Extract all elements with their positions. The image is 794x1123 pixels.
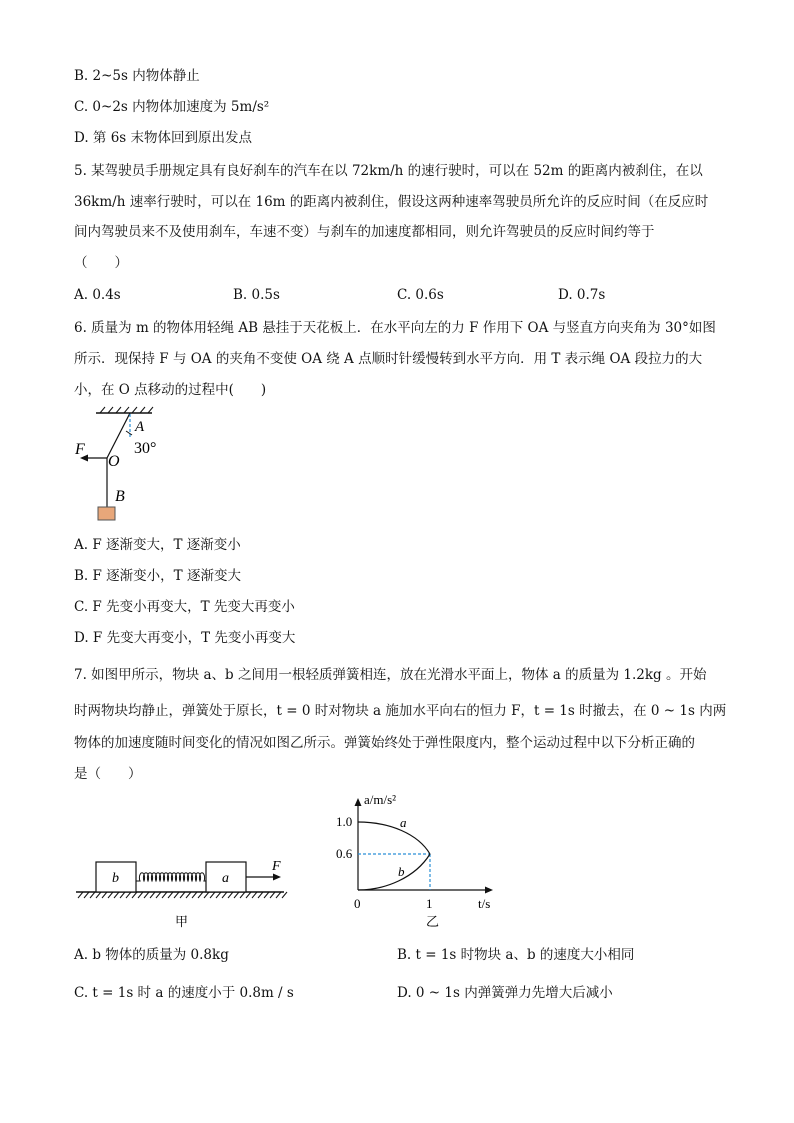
caption-yi: 乙 (426, 914, 440, 929)
y-tick-0.6: 0.6 (336, 846, 353, 861)
q7-option-c: C. t = 1s 时 a 的速度小于 0.8m / s (74, 985, 294, 1001)
y-tick-1: 1.0 (336, 814, 353, 829)
label-f: F (75, 441, 85, 458)
q5-stem-line2: 36km/h 速率行驶时，可以在 16m 的距离内被刹住，假设这两种速率驾驶员所允许的反应时间（在反应时 (74, 194, 709, 210)
q5-option-d: D. 0.7s (558, 287, 606, 303)
q7-option-b: B. t = 1s 时物块 a、b 的速度大小相同 (397, 947, 635, 963)
q7-option-d: D. 0 ~ 1s 内弹簧弹力先增大后减小 (397, 985, 613, 1001)
block-b-label: b (112, 871, 119, 886)
caption-jia: 甲 (175, 914, 189, 929)
q6-stem-line3: 小，在 O 点移动的过程中( ) (74, 382, 267, 398)
label-a: A (135, 419, 145, 435)
q7-stem-line3: 物体的加速度随时间变化的情况如图乙所示。弹簧始终处于弹性限度内，整个运动过程中以下分析正确的 (74, 735, 695, 751)
x-axis-label: t/s (478, 896, 491, 911)
q5-option-a: A. 0.4s (74, 287, 121, 303)
q7-stem-line2: 时两物块均静止，弹簧处于原长，t = 0 时对物块 a 施加水平向右的恒力 F，t = 1s 时撤去，在 0 ~ 1s 内两 (74, 703, 727, 719)
origin-label: 0 (354, 896, 361, 911)
q5-stem-line4: （ ） (74, 255, 128, 271)
label-o: O (108, 453, 120, 470)
q5-stem-line1: 5. 某驾驶员手册规定具有良好刹车的汽车在以 72km/h 的速行驶时，可以在 52m 的距离内被刹住，在以 (74, 163, 703, 179)
q4-option-b: B. 2~5s 内物体静止 (74, 68, 200, 84)
ceiling-hatch (100, 407, 153, 413)
x-tick-1: 1 (426, 896, 433, 911)
q5-option-b: B. 0.5s (233, 287, 280, 303)
q7-stem-line4: 是（ ） (74, 766, 142, 782)
q6-option-c: C. F 先变小再变大，T 先变大再变小 (74, 599, 295, 615)
block-a-label: a (222, 871, 229, 886)
q6-stem-line1: 6. 质量为 m 的物体用轻绳 AB 悬挂于天花板上．在水平向左的力 F 作用下 OA 与竖直方向夹角为 30°如图 (74, 320, 716, 336)
y-axis-label: a/m/s² (364, 792, 397, 807)
curve-a-label: a (400, 815, 407, 830)
curve-b-label: b (398, 864, 405, 879)
q5-stem-line3: 间内驾驶员来不及使用刹车，车速不变）与刹车的加速度都相同，则允许驾驶员的反应时间约等于 (74, 224, 655, 240)
q7-figure-yi (330, 790, 500, 935)
q6-option-a: A. F 逐渐变大，T 逐渐变小 (74, 537, 241, 553)
q6-figure (70, 404, 210, 524)
q6-option-b: B. F 逐渐变小，T 逐渐变大 (74, 568, 241, 584)
curve-a (358, 822, 430, 854)
label-b: B (115, 488, 125, 505)
q6-stem-line2: 所示．现保持 F 与 OA 的夹角不变使 OA 绕 A 点顺时针缓慢转到水平方向．用 T 表示绳 OA 段拉力的大 (74, 351, 703, 367)
q7-option-a: A. b 物体的质量为 0.8kg (74, 947, 229, 963)
spring (136, 873, 206, 881)
force-f-label: F (272, 859, 281, 874)
q7-stem-line1: 7. 如图甲所示，物块 a、b 之间用一根轻质弹簧相连，放在光滑水平面上，物体 a 的质量为 1.2kg 。开始 (74, 667, 707, 683)
q4-option-c: C. 0~2s 内物体加速度为 5m/s² (74, 99, 270, 115)
curve-b (358, 854, 430, 890)
mass-block (98, 507, 115, 520)
rope-oa (107, 413, 130, 458)
label-angle: 30° (134, 440, 157, 457)
ground-hatch (78, 892, 287, 898)
q4-option-d: D. 第 6s 末物体回到原出发点 (74, 130, 253, 146)
q5-option-c: C. 0.6s (397, 287, 444, 303)
q7-figure-jia (70, 850, 290, 935)
q6-option-d: D. F 先变大再变小，T 先变小再变大 (74, 630, 296, 646)
